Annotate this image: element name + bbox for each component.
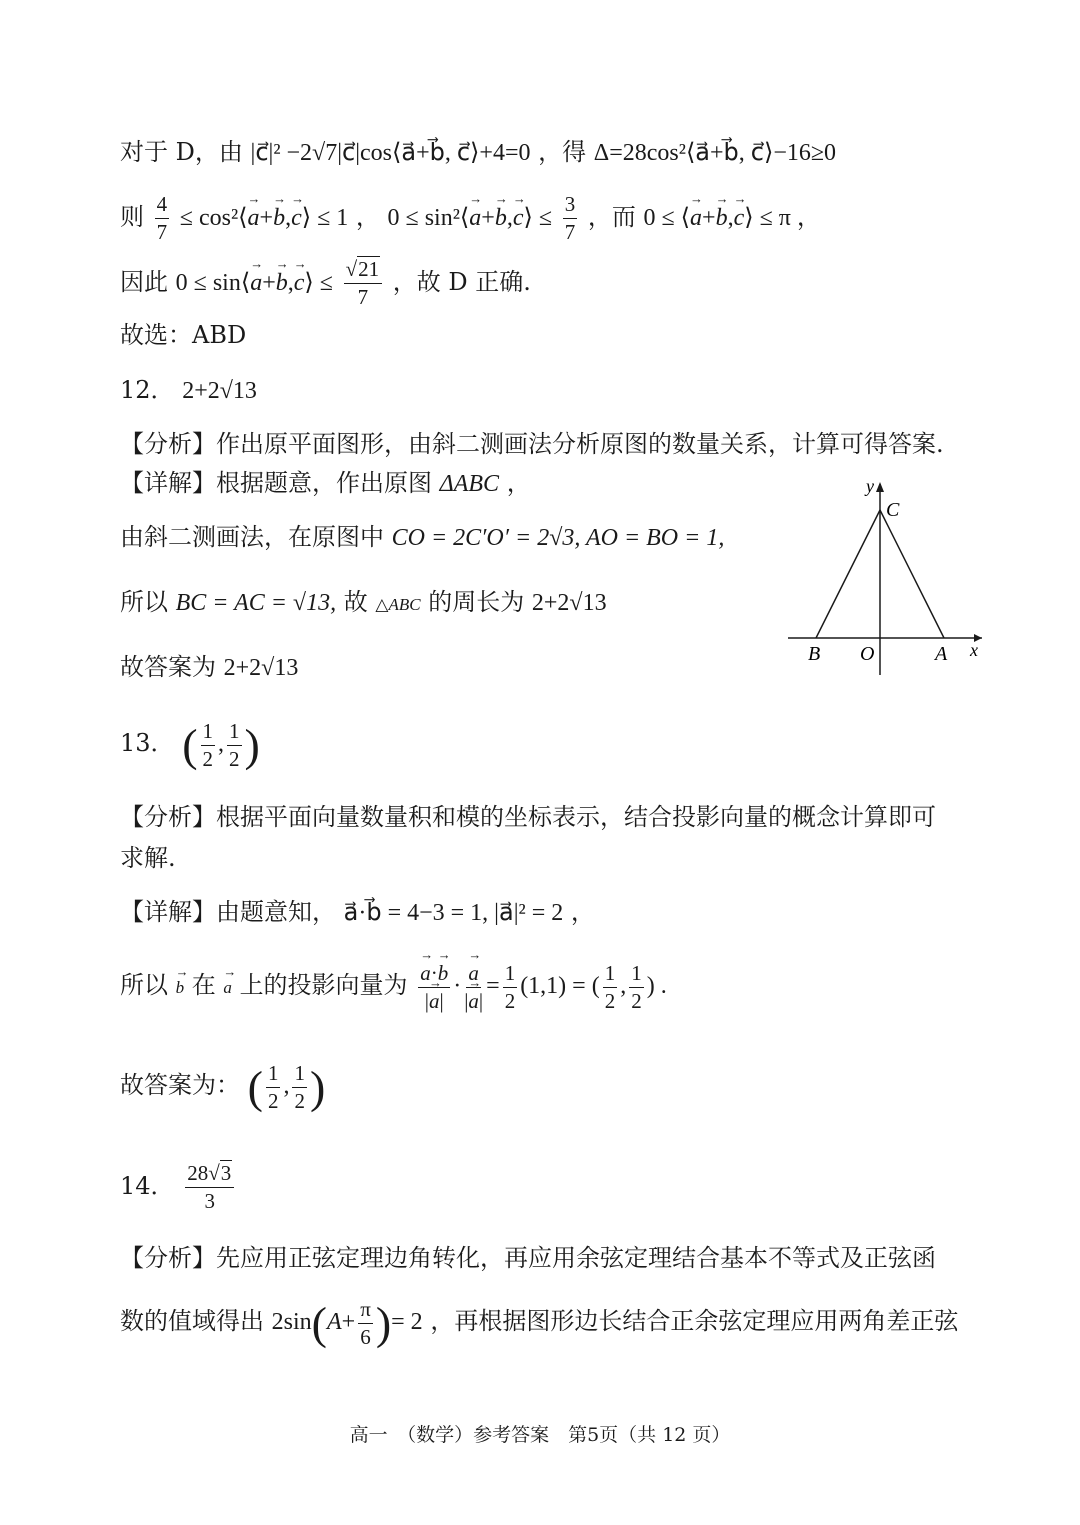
q14-analysis-2 <box>120 1298 958 1349</box>
q12-line2 <box>120 525 724 550</box>
q13-answer-repeat: ( $\frac{1}{2}$ , $\frac{1}{2}$ ) <box>247 1061 326 1114</box>
y-axis-arrow <box>876 482 884 492</box>
q12-analysis: 【分析】作出原平面图形，由斜二测画法分析原图的数量关系，计算可得答案. <box>120 430 944 458</box>
math-equation: |c⃗|² −2√7|c⃗|cos⟨a⃗+b⃗, c⃗⟩+4=0 <box>250 140 531 166</box>
text: 【详解】根据题意，作出原图 <box>120 469 432 497</box>
label-x: x <box>970 640 978 660</box>
text: 则 <box>120 203 144 232</box>
math-2sin: 2sin(A+ $\frac{\pi}{6}$ )= 2 <box>271 1297 423 1350</box>
q13-answer: ( $\frac{1}{2}$ , $\frac{1}{2}$ ) <box>182 719 260 772</box>
vector-a: → a <box>223 979 232 996</box>
line-cos-range: 则 $\frac{4}{7}$ ≤ cos²⟨→ a+→ b,→ c⟩ ≤ 1 ， 0 ≤ sin²⟨→ a+→ b,→ c⟩ ≤ $\frac{3}{7}$ ，而 0 ≤ ⟨→ a+→ b,→ c⟩ ≤ π ， <box>120 193 821 244</box>
text: 所以 <box>120 588 168 616</box>
q14-analysis-1: 【分析】先应用正弦定理边角转化，再应用余弦定理结合基本不等式及正弦函 <box>120 1244 936 1272</box>
math-triangle: ΔABC <box>439 471 500 497</box>
q13-projection <box>120 962 667 1013</box>
label-y: y <box>866 476 874 496</box>
text: ， <box>570 898 595 926</box>
side-ac <box>880 510 944 638</box>
math-dot-product: a⃗·b⃗ = 4−3 = 1, |a⃗|² = 2 <box>343 900 564 926</box>
text: ，再根据图形边长结合正余弦定理应用两角差正弦 <box>430 1307 959 1336</box>
q12-answer: 2+2√13 <box>182 378 257 404</box>
math-bc-ac: BC = AC = √13, <box>175 590 337 616</box>
math-answer: 2+2√13 <box>223 655 299 681</box>
question-number: 12． <box>120 376 175 404</box>
page-footer: 高一 （数学）参考答案 第5页（共 12 页） <box>349 1424 731 1446</box>
side-bc <box>816 510 880 638</box>
fraction-sqrt21-7: $\frac{√21}{7}$ <box>344 258 383 309</box>
text: 因此 <box>120 268 168 297</box>
q13-detail <box>120 900 595 925</box>
text: 故 <box>343 588 368 616</box>
vector-b: → b <box>176 979 185 996</box>
text: 在 <box>191 971 216 1000</box>
text: 所以 <box>120 971 168 1000</box>
q12-answer-line <box>120 655 298 680</box>
q13-analysis-2: 求解. <box>120 844 176 872</box>
text: 故答案为： <box>120 1071 240 1100</box>
q12-header <box>120 378 257 403</box>
fraction-4-7: $\frac{4}{7}$ <box>156 192 168 245</box>
text: 的周长为 <box>428 588 525 616</box>
text: 数的值域得出 <box>120 1307 264 1336</box>
answer-choice: 故选：ABD <box>120 321 247 349</box>
label-b: B <box>808 643 821 665</box>
q14-header <box>120 1162 237 1213</box>
text: ，得 <box>538 138 587 166</box>
label-a: A <box>935 643 948 665</box>
label-c: C <box>886 499 900 521</box>
text: 【详解】由题意知， <box>120 898 336 926</box>
text: ， <box>506 469 531 497</box>
question-number: 14． <box>120 1172 175 1201</box>
text: ， <box>355 203 380 232</box>
q12-line3 <box>120 590 607 615</box>
label-o: O <box>860 643 875 665</box>
q12-detail <box>120 471 531 496</box>
text: ，而 <box>587 203 636 232</box>
line-option-d <box>120 140 836 165</box>
q14-answer: $\frac{28√3}{3}$ <box>185 1162 234 1213</box>
fraction-3-7: $\frac{3}{7}$ <box>564 192 576 245</box>
math-perimeter: 2+2√13 <box>531 590 607 616</box>
q13-answer-line <box>120 1062 325 1113</box>
text: 对于 D，由 <box>120 138 243 166</box>
math-lengths: CO = 2C′O′ = 2√3, AO = BO = 1, <box>391 525 725 551</box>
text: ，故 D 正确. <box>392 268 531 297</box>
text: 上的投影向量为 <box>239 971 408 1000</box>
text: 故答案为 <box>120 653 216 681</box>
triangle-diagram <box>780 470 990 680</box>
projection-formula: → $\frac{a\cdot\to b}{|\to a|}$ · → $\frac{a}{|\to a|}$ = $\frac{1}{2}$ (1,1) = ( $\frac{1}{2}$ , $\frac{1}{2}$ ) . <box>415 973 667 999</box>
math-discriminant: Δ=28cos²⟨a⃗+b⃗, c⃗⟩−16≥0 <box>593 140 837 166</box>
text: 由斜二测画法，在原图中 <box>120 523 384 551</box>
q13-header <box>120 720 260 771</box>
math-triangle-small: △ABC <box>375 595 421 614</box>
question-number: 13． <box>120 729 175 758</box>
line-sin-range: 因此 0 ≤ sin⟨→ a+→ b,→ c⟩ ≤ $\frac{√21}{7}$ ，故 D 正确. <box>120 258 531 309</box>
q13-analysis-1: 【分析】根据平面向量数量积和模的坐标表示，结合投影向量的概念计算即可 <box>120 803 936 831</box>
